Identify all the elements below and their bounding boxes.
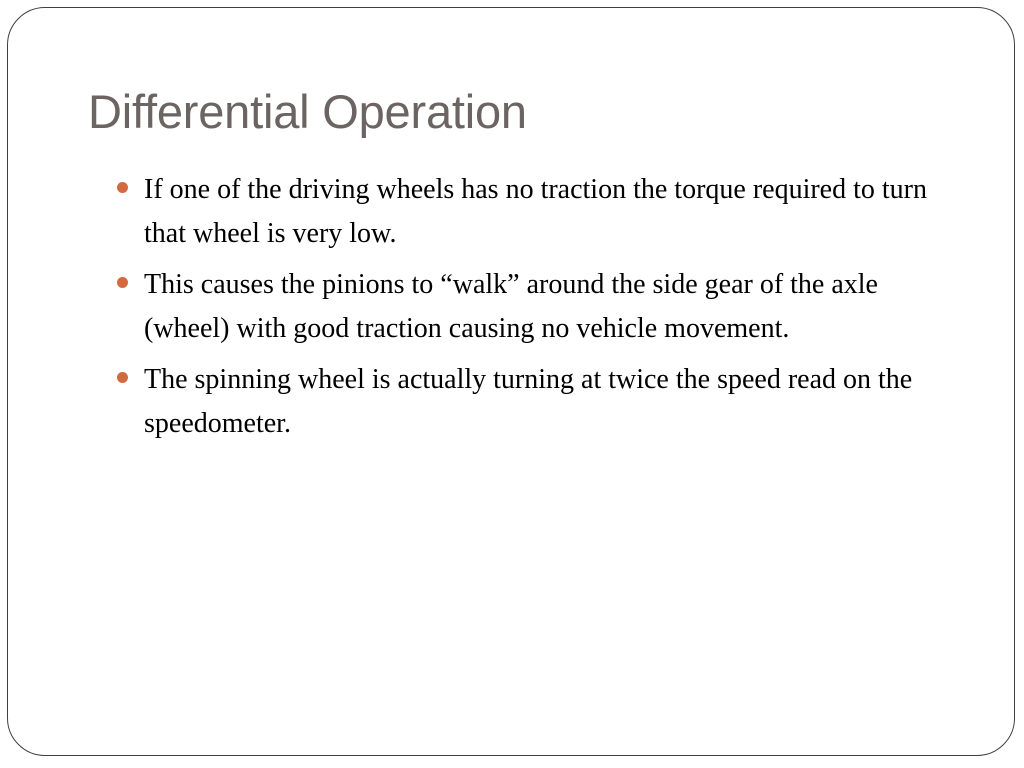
bullet-item xyxy=(113,168,953,256)
slide-title: Differential Operation xyxy=(88,85,527,138)
bullet-dot-icon xyxy=(117,182,128,193)
bullet-item xyxy=(113,263,953,351)
bullet-text: This causes the pinions to “walk” around the side gear of the axle (wheel) with good traction causing no vehicle movement. xyxy=(144,269,878,344)
bullet-dot-icon xyxy=(117,277,128,288)
bullet-text: The spinning wheel is actually turning at twice the speed read on the speedometer. xyxy=(144,364,913,439)
bullet-list xyxy=(113,168,953,453)
bullet-text: If one of the driving wheels has no traction the torque required to turn that wheel is very low. xyxy=(144,174,927,249)
bullet-dot-icon xyxy=(117,372,128,383)
bullet-item xyxy=(113,358,953,446)
